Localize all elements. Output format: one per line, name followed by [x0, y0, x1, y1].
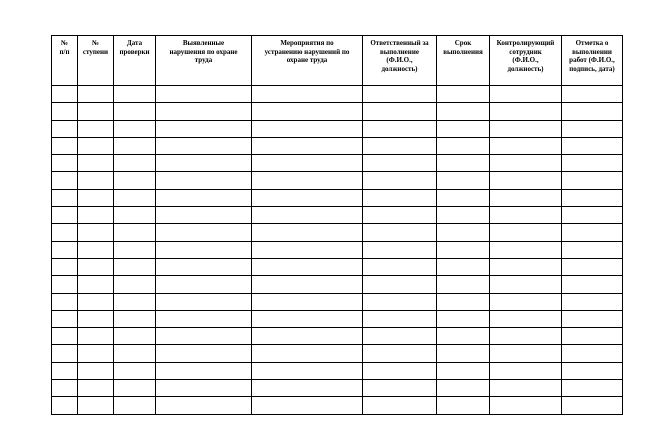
- table-cell[interactable]: [252, 397, 363, 414]
- table-row: [52, 172, 623, 189]
- inspection-log-table: [51, 35, 623, 415]
- table-cell[interactable]: [114, 120, 156, 137]
- table-cell[interactable]: [114, 345, 156, 362]
- table-cell[interactable]: [252, 258, 363, 275]
- table-cell[interactable]: [490, 397, 562, 414]
- table-cell[interactable]: [52, 155, 78, 172]
- table-cell[interactable]: [490, 380, 562, 397]
- table-cell[interactable]: [363, 241, 437, 258]
- table-cell[interactable]: [252, 328, 363, 345]
- table-cell[interactable]: [490, 207, 562, 224]
- table-cell[interactable]: [52, 103, 78, 120]
- table-body: [52, 86, 623, 415]
- table-cell[interactable]: [562, 172, 623, 189]
- table-cell[interactable]: [52, 397, 78, 414]
- table-cell[interactable]: [252, 380, 363, 397]
- table-cell[interactable]: [114, 397, 156, 414]
- table-cell[interactable]: [156, 224, 252, 241]
- table-cell[interactable]: [562, 276, 623, 293]
- table-cell[interactable]: [156, 328, 252, 345]
- table-cell[interactable]: [52, 380, 78, 397]
- table-cell[interactable]: [156, 86, 252, 103]
- table-cell[interactable]: [562, 189, 623, 206]
- table-cell[interactable]: [490, 189, 562, 206]
- table-cell[interactable]: [252, 189, 363, 206]
- table-cell[interactable]: [490, 276, 562, 293]
- table-cell[interactable]: [437, 258, 490, 275]
- table-row: [52, 189, 623, 206]
- table-cell[interactable]: [562, 380, 623, 397]
- table-row: [52, 362, 623, 379]
- table-cell[interactable]: [437, 380, 490, 397]
- header-cell-supervising-employee: Контролирующий сотрудник (Ф.И.О., должность): [490, 36, 562, 86]
- table-cell[interactable]: [363, 86, 437, 103]
- table-cell[interactable]: [78, 189, 114, 206]
- header-cell-corrective-measures: Мероприятия по устранению нарушений по охране труда: [252, 36, 363, 86]
- table-cell[interactable]: [156, 207, 252, 224]
- table-cell[interactable]: [490, 345, 562, 362]
- table-cell[interactable]: [562, 258, 623, 275]
- table-cell[interactable]: [52, 172, 78, 189]
- table-cell[interactable]: [490, 328, 562, 345]
- table-cell[interactable]: [437, 155, 490, 172]
- table-cell[interactable]: [363, 137, 437, 154]
- table-cell[interactable]: [156, 397, 252, 414]
- table-cell[interactable]: [252, 310, 363, 327]
- table-cell[interactable]: [78, 328, 114, 345]
- table-cell[interactable]: [490, 258, 562, 275]
- table-cell[interactable]: [252, 172, 363, 189]
- table-cell[interactable]: [437, 86, 490, 103]
- table-cell[interactable]: [490, 86, 562, 103]
- table-cell[interactable]: [78, 103, 114, 120]
- table-cell[interactable]: [114, 380, 156, 397]
- table-cell[interactable]: [363, 120, 437, 137]
- table-cell[interactable]: [156, 362, 252, 379]
- table-cell[interactable]: [490, 155, 562, 172]
- table-cell[interactable]: [562, 103, 623, 120]
- table-cell[interactable]: [78, 380, 114, 397]
- table-cell[interactable]: [156, 345, 252, 362]
- table-cell[interactable]: [363, 172, 437, 189]
- table-cell[interactable]: [437, 397, 490, 414]
- table-cell[interactable]: [52, 258, 78, 275]
- table-row: [52, 397, 623, 414]
- table-row: [52, 120, 623, 137]
- table-cell[interactable]: [52, 276, 78, 293]
- table-cell[interactable]: [252, 120, 363, 137]
- table-cell[interactable]: [363, 293, 437, 310]
- table-cell[interactable]: [52, 362, 78, 379]
- table-cell[interactable]: [114, 276, 156, 293]
- table-cell[interactable]: [156, 241, 252, 258]
- table-cell[interactable]: [363, 224, 437, 241]
- table-cell[interactable]: [78, 258, 114, 275]
- table-row: [52, 86, 623, 103]
- table-cell[interactable]: [437, 241, 490, 258]
- table-cell[interactable]: [114, 224, 156, 241]
- table-cell[interactable]: [363, 345, 437, 362]
- table-cell[interactable]: [437, 137, 490, 154]
- table-cell[interactable]: [114, 362, 156, 379]
- table-cell[interactable]: [252, 224, 363, 241]
- table-row: [52, 328, 623, 345]
- table-cell[interactable]: [437, 207, 490, 224]
- table-cell[interactable]: [437, 328, 490, 345]
- table-cell[interactable]: [562, 345, 623, 362]
- table-cell[interactable]: [562, 293, 623, 310]
- table-cell[interactable]: [363, 310, 437, 327]
- table-cell[interactable]: [52, 137, 78, 154]
- table-cell[interactable]: [363, 155, 437, 172]
- table-cell[interactable]: [437, 103, 490, 120]
- table-cell[interactable]: [156, 293, 252, 310]
- table-cell[interactable]: [114, 189, 156, 206]
- table-cell[interactable]: [78, 120, 114, 137]
- table-cell[interactable]: [363, 328, 437, 345]
- table-cell[interactable]: [490, 172, 562, 189]
- table-cell[interactable]: [114, 207, 156, 224]
- table-cell[interactable]: [252, 207, 363, 224]
- table-cell[interactable]: [78, 397, 114, 414]
- table-row: [52, 103, 623, 120]
- table-cell[interactable]: [114, 103, 156, 120]
- table-row: [52, 380, 623, 397]
- table-cell[interactable]: [562, 397, 623, 414]
- table-cell[interactable]: [156, 155, 252, 172]
- table-cell[interactable]: [437, 224, 490, 241]
- table-cell[interactable]: [363, 380, 437, 397]
- table-cell[interactable]: [114, 328, 156, 345]
- table-cell[interactable]: [490, 137, 562, 154]
- table-cell[interactable]: [562, 328, 623, 345]
- table-cell[interactable]: [437, 172, 490, 189]
- table-cell[interactable]: [156, 380, 252, 397]
- table-cell[interactable]: [78, 345, 114, 362]
- table-cell[interactable]: [78, 241, 114, 258]
- table-cell[interactable]: [78, 155, 114, 172]
- table-cell[interactable]: [114, 293, 156, 310]
- table-cell[interactable]: [252, 86, 363, 103]
- header-row: [52, 36, 623, 86]
- table-cell[interactable]: [52, 86, 78, 103]
- table-cell[interactable]: [114, 310, 156, 327]
- table-cell[interactable]: [78, 276, 114, 293]
- table-cell[interactable]: [363, 362, 437, 379]
- table-cell[interactable]: [114, 86, 156, 103]
- table-cell[interactable]: [490, 362, 562, 379]
- table-cell[interactable]: [490, 293, 562, 310]
- table-cell[interactable]: [252, 103, 363, 120]
- table-row: [52, 258, 623, 275]
- table-cell[interactable]: [252, 293, 363, 310]
- table-cell[interactable]: [562, 137, 623, 154]
- table-cell[interactable]: [363, 103, 437, 120]
- table-cell[interactable]: [114, 155, 156, 172]
- table-cell[interactable]: [78, 224, 114, 241]
- table-cell[interactable]: [78, 310, 114, 327]
- table-cell[interactable]: [78, 172, 114, 189]
- table-cell[interactable]: [52, 189, 78, 206]
- table-row: [52, 276, 623, 293]
- table-cell[interactable]: [156, 103, 252, 120]
- table-cell[interactable]: [562, 86, 623, 103]
- table-cell[interactable]: [490, 241, 562, 258]
- header-cell-responsible-person: Ответственный за выполнение (Ф.И.О., должность): [363, 36, 437, 86]
- table-cell[interactable]: [363, 276, 437, 293]
- table-cell[interactable]: [52, 328, 78, 345]
- header-cell-stage-number: № ступени: [78, 36, 114, 86]
- table-row: [52, 224, 623, 241]
- table-cell[interactable]: [78, 86, 114, 103]
- table-cell[interactable]: [52, 224, 78, 241]
- table-cell[interactable]: [562, 207, 623, 224]
- table-cell[interactable]: [78, 293, 114, 310]
- table-cell[interactable]: [252, 276, 363, 293]
- table-cell[interactable]: [562, 362, 623, 379]
- table-cell[interactable]: [437, 120, 490, 137]
- table-cell[interactable]: [78, 137, 114, 154]
- table-cell[interactable]: [114, 137, 156, 154]
- table-row: [52, 207, 623, 224]
- table-cell[interactable]: [437, 276, 490, 293]
- table-cell[interactable]: [156, 172, 252, 189]
- header-cell-completion-mark: Отметка о выполнении работ (Ф.И.О., подпись, дата): [562, 36, 623, 86]
- table-cell[interactable]: [156, 189, 252, 206]
- table-cell[interactable]: [52, 120, 78, 137]
- table-cell[interactable]: [252, 137, 363, 154]
- table-cell[interactable]: [252, 362, 363, 379]
- table-cell[interactable]: [78, 362, 114, 379]
- table-cell[interactable]: [52, 310, 78, 327]
- table-row: [52, 345, 623, 362]
- table-cell[interactable]: [562, 310, 623, 327]
- table-cell[interactable]: [114, 258, 156, 275]
- table-cell[interactable]: [156, 276, 252, 293]
- table-row: [52, 293, 623, 310]
- table-cell[interactable]: [490, 103, 562, 120]
- table-cell[interactable]: [363, 258, 437, 275]
- table-row: [52, 137, 623, 154]
- table-cell[interactable]: [252, 241, 363, 258]
- table-cell[interactable]: [52, 241, 78, 258]
- table-cell[interactable]: [52, 345, 78, 362]
- table-cell[interactable]: [562, 155, 623, 172]
- table-cell[interactable]: [156, 137, 252, 154]
- table-cell[interactable]: [156, 310, 252, 327]
- table-cell[interactable]: [437, 362, 490, 379]
- table-cell[interactable]: [437, 293, 490, 310]
- table-cell[interactable]: [156, 120, 252, 137]
- table-cell[interactable]: [78, 207, 114, 224]
- table-cell[interactable]: [562, 241, 623, 258]
- table-cell[interactable]: [562, 224, 623, 241]
- table-row: [52, 241, 623, 258]
- table-cell[interactable]: [114, 172, 156, 189]
- table-cell[interactable]: [490, 120, 562, 137]
- table-cell[interactable]: [437, 310, 490, 327]
- table-cell[interactable]: [363, 207, 437, 224]
- table-cell[interactable]: [114, 241, 156, 258]
- table-cell[interactable]: [490, 224, 562, 241]
- table-cell[interactable]: [52, 293, 78, 310]
- header-cell-deadline: Срок выполнения: [437, 36, 490, 86]
- table-cell[interactable]: [252, 345, 363, 362]
- table-row: [52, 155, 623, 172]
- table-cell[interactable]: [437, 189, 490, 206]
- table-cell[interactable]: [156, 258, 252, 275]
- table-cell[interactable]: [52, 207, 78, 224]
- table-cell[interactable]: [437, 345, 490, 362]
- header-cell-row-number: № п/п: [52, 36, 78, 86]
- table-cell[interactable]: [363, 397, 437, 414]
- table-cell[interactable]: [252, 155, 363, 172]
- table-cell[interactable]: [363, 189, 437, 206]
- table-row: [52, 310, 623, 327]
- table-cell[interactable]: [562, 120, 623, 137]
- header-cell-violations-found: Выявленные нарушения по охране труда: [156, 36, 252, 86]
- table-cell[interactable]: [490, 310, 562, 327]
- header-cell-inspection-date: Дата проверки: [114, 36, 156, 86]
